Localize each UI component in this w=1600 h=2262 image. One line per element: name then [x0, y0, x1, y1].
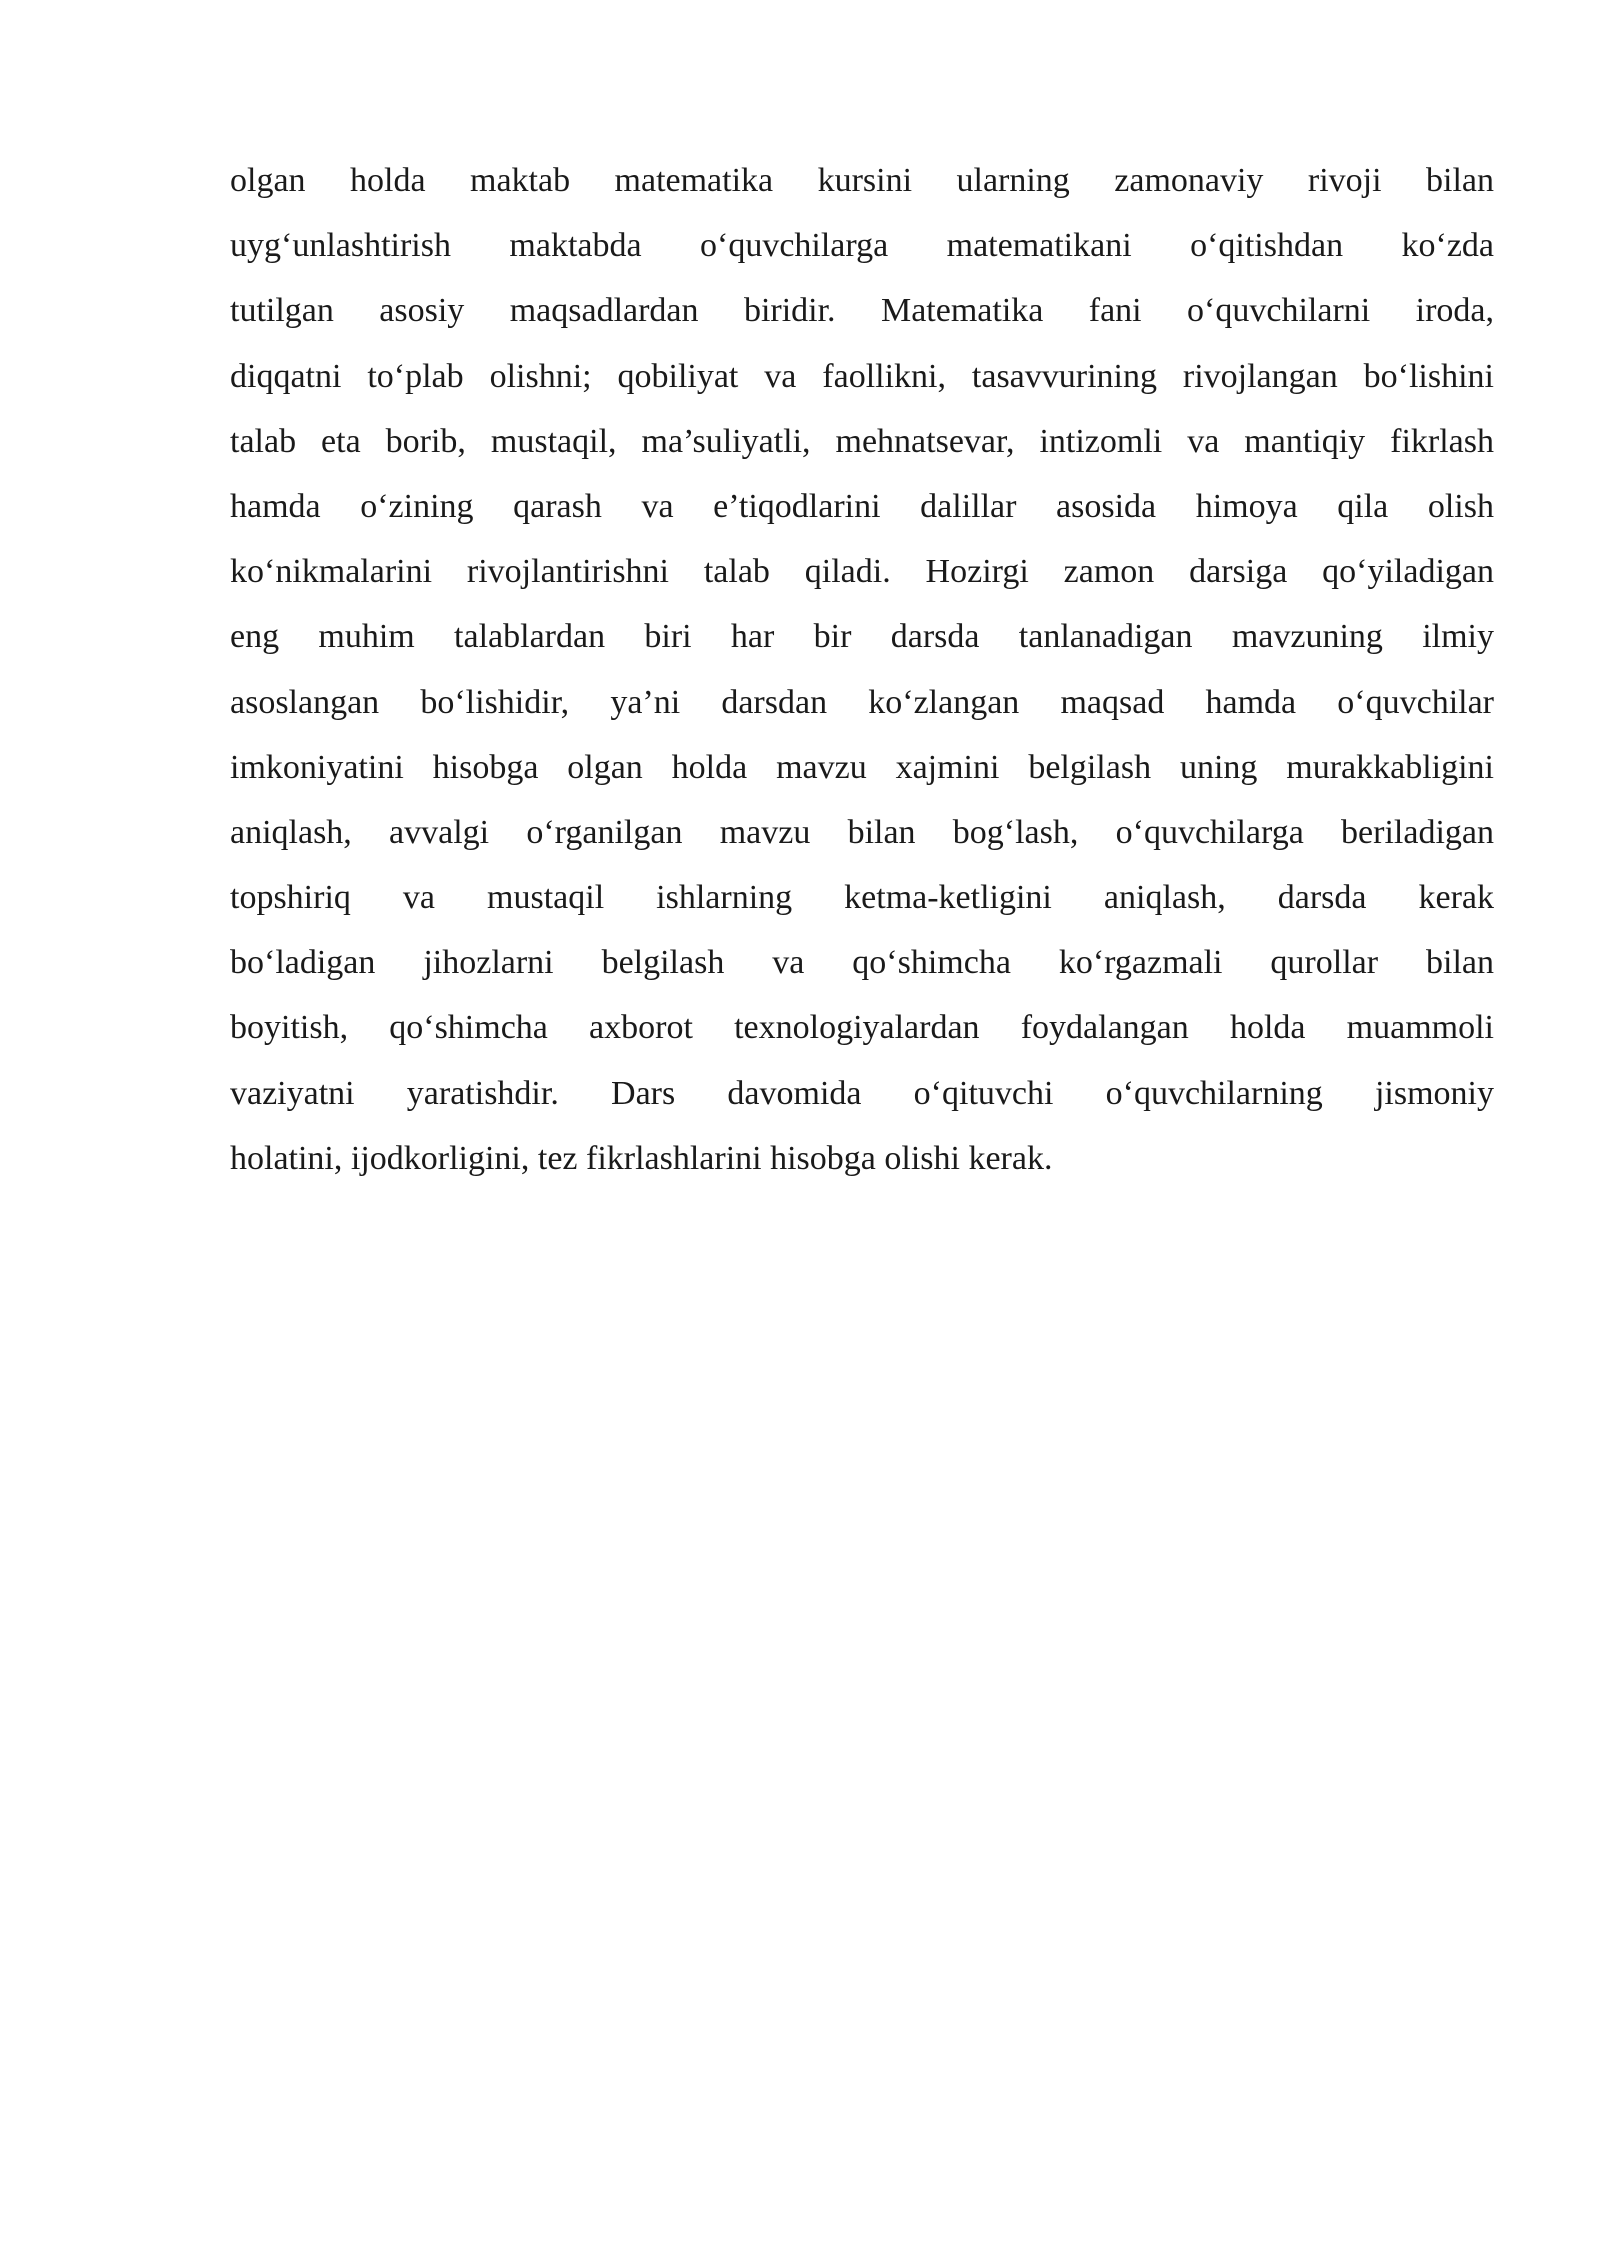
paragraph-line: eng muhim talablardan biri har bir darsda tanlanadigan mavzuning ilmiy [230, 618, 1494, 656]
paragraph-line: olgan holda maktab matematika kursini ularning zamonaviy rivoji bilan [230, 162, 1494, 199]
paragraph-last-line: holatini, ijodkorligini, tez fikrlashlarini hisobga olishi kerak. [230, 1139, 1053, 1177]
body-paragraph [230, 148, 1494, 1191]
paragraph-line: diqqatni to‘plab olishni; qobiliyat va faollikni, tasavvurining rivojlangan bo‘lishini [230, 357, 1494, 395]
paragraph-line: asoslangan bo‘lishidir, ya’ni darsdan ko‘zlangan maqsad hamda o‘quvchilar [230, 683, 1494, 721]
paragraph-line: bo‘ladigan jihozlarni belgilash va qo‘shimcha ko‘rgazmali qurollar bilan [230, 944, 1494, 982]
paragraph-line: hamda o‘zining qarash va e’tiqodlarini dalillar asosida himoya qila olish [230, 487, 1494, 525]
paragraph-line: imkoniyatini hisobga olgan holda mavzu xajmini belgilash uning murakkabligini [230, 748, 1494, 786]
paragraph-line: tutilgan asosiy maqsadlardan biridir. Matematika fani o‘quvchilarni iroda, [230, 292, 1494, 330]
paragraph-line: uyg‘unlashtirish maktabda o‘quvchilarga matematikani o‘qitishdan ko‘zda [230, 227, 1494, 265]
paragraph-line: aniqlash, avvalgi o‘rganilgan mavzu bilan bog‘lash, o‘quvchilarga beriladigan [230, 813, 1494, 851]
paragraph-line: ko‘nikmalarini rivojlantirishni talab qiladi. Hozirgi zamon darsiga qo‘yiladigan [230, 553, 1494, 591]
paragraph-line: topshiriq va mustaqil ishlarning ketma-ketligini aniqlash, darsda kerak [230, 879, 1494, 917]
paragraph-line: boyitish, qo‘shimcha axborot texnologiyalardan foydalangan holda muammoli [230, 1009, 1494, 1047]
paragraph-line: talab eta borib, mustaqil, ma’suliyatli, mehnatsevar, intizomli va mantiqiy fikrlash [230, 422, 1494, 460]
paragraph-line: vaziyatni yaratishdir. Dars davomida o‘qituvchi o‘quvchilarning jismoniy [230, 1074, 1494, 1112]
